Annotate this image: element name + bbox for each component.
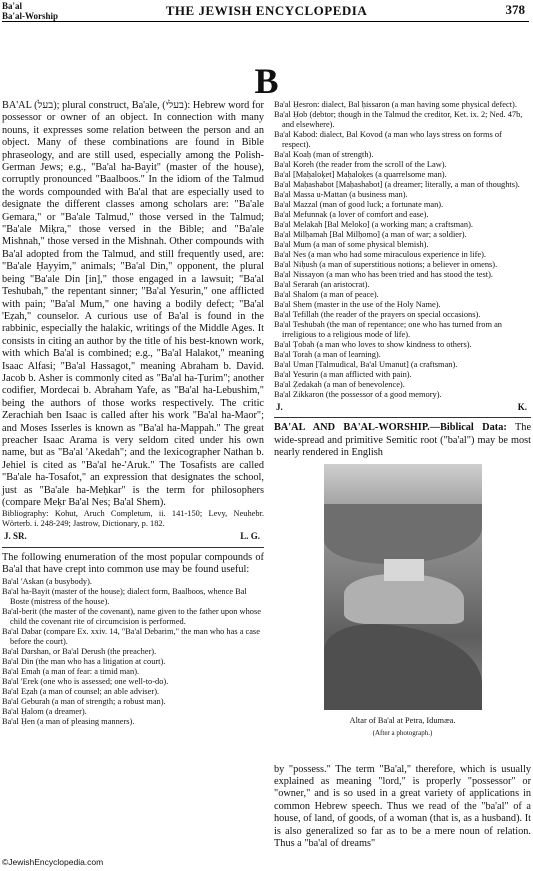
list-item: Ba'al ha-Bayit (master of the house); dialect form, Baalboos, whence Bal Boste (mistress of the house).	[2, 586, 247, 606]
signature-right: K.	[517, 402, 527, 412]
right-column	[274, 100, 531, 850]
divider	[274, 417, 531, 418]
list-item: Ba'al Maḥashabot [Maḥashabot] (a dreamer; literally, a man of thoughts).	[274, 180, 520, 189]
signature-row	[274, 401, 531, 413]
list-item: Ba'al Mefunnak (a lover of comfort and ease).	[274, 210, 429, 219]
signature-left: J.	[276, 402, 283, 412]
list-item: Ba'al [Maḥaloḳet] Maḥaloḳes (a quarrelsome man).	[274, 170, 447, 179]
list-item: Ba'al Zikkaron (the possessor of a good memory).	[274, 390, 442, 399]
list-item: Ba'al 'Erek (one who is assessed; one well-to-do).	[2, 676, 169, 686]
signature-right: L. G.	[240, 531, 260, 542]
list-item: Ba'al Nissayon (a man who has been tried and has stood the test).	[274, 270, 493, 279]
list-item: Ba'al Massa u-Mattan (a business man).	[274, 190, 408, 199]
page-header	[0, 0, 533, 22]
signature-row	[2, 530, 264, 542]
altar-photo	[324, 464, 482, 710]
encyclopedia-title: THE JEWISH ENCYCLOPEDIA	[165, 3, 368, 18]
list-item: Ba'al Dabar (compare Ex. xxiv. 14, "Ba'al Debarim," the man who has a case before the court).	[2, 626, 260, 646]
list-item: Ba'al Niḥush (a man of superstitious notions; a believer in omens).	[274, 260, 498, 269]
list-item: Ba'al Torah (a man of learning).	[274, 350, 381, 359]
figure-caption: Altar of Ba'al at Petra, Idumæa.	[349, 715, 456, 725]
left-column	[2, 100, 264, 727]
list-item: Ba'al Ḥalom (a dreamer).	[2, 706, 87, 716]
list-item: Ba'al Milḥamah [Bal Milḥomo] (a man of war; a soldier).	[274, 230, 467, 239]
divider	[2, 547, 264, 548]
list-item: Ba'al Din (the man who has a litigation at court).	[2, 656, 166, 666]
enumeration-intro: The following enumeration of the most popular compounds of Ba'al that have crept into common use may be found useful:	[2, 551, 264, 576]
figure	[274, 464, 531, 764]
copyright-footer: ©JewishEncyclopedia.com	[2, 857, 104, 867]
list-item: Ba'al Shalom (a man of peace).	[274, 290, 379, 299]
entry-list-left	[2, 577, 264, 727]
list-item: Ba'al Mum (a man of some physical blemish).	[274, 240, 429, 249]
page-number: 378	[505, 2, 525, 17]
article-text: BA'AL (בעל); plural construct, Ba'ale, (בעלי): Hebrew word for possessor or owner of an object. In connection with many nouns, it expresses some relation between the person and an object. Many of these combinations are found in Bible phraseology, and are still used, especially among the Polish-German Jews; e.g., "Ba'al ha-Bayit" (master of the house), corruptly pronounced "Baalboos." In the idiom of the Talmud the words compounded with Ba'al that are especially used to designate the different classes among scholars are: "Ba'ale Gemara," or "Ba'ale Talmud," those versed in the Talmud; "Ba'ale Miḳra," those versed in the Bible; and "Ba'ale Mishnah," those versed in the Mishnah. Other compounds with Ba'al adopted from the Talmud, and still frequently used, are: "Ba'ale Ḥayyim," animals; "Ba'al Din," opponent, the plural being "Ba'ale Din [in]," those engaged in a lawsuit; "Ba'al Teshubah," the repentant sinner; "Ba'al Yesurin," one afflicted with pain; "Ba'al Mum," one having a bodily defect; "Ba'al 'Eẓah," counselor. A curious use of Ba'al is found in the rabbinic, especially the halakic, writings of the Middle Ages. It consists in citing an author by the title of his best-known work, with which Ba'al is combined; e.g., "Ba'al Halakot," meaning Isaac Alfasi; "Ba'al Hassagot," meaning Abraham b. David. Jacob b. Asher is commonly cited as "Ba'al ha-Ṭurim"; another codifier, Mordecai b. Abraham Yafe, as "Ba'al ha-Lebushim," being the authors of those works respectively. The critic Zerachiah ben Isaac is called after his work "Ba'al ha-Maor"; and Moses Isserles is known as "Ba'al ha-Mappah." The great preacher Isaac Arama is very seldom cited under his own name, but as "Ba'al 'Akedah"; and the lexicographer Nathan b. Jehiel is cited as "Ba'al he-'Aruk." The Tosafists are called "Ba'ale ha-Tosafot," an expression that designates the school, just as "Ba'ale ha-Meḥkar" is the term for philosophers (compare Meḳr Ba'al Nes; Ba'al Shem).	[2, 100, 264, 508]
entry-list-right	[274, 100, 531, 400]
list-item: Ba'al Teshubah (the man of repentance; one who has turned from an irreligious to a religious mode of life).	[274, 320, 502, 339]
list-item: Ba'al Eẓah (a man of counsel; an able adviser).	[2, 686, 160, 696]
list-item: Ba'al-berit (the master of the covenant), name given to the father upon whose child the covenant rite of circumcision is performed.	[2, 606, 261, 626]
bibliography: Bibliography: Kohut, Aruch Completum, ii. 141-150; Levy, Neuhebr. Wörterb. i. 248-249; Jastrow, Dictionary, p. 182.	[2, 509, 264, 529]
list-item: Ba'al Ḥen (a man of pleasing manners).	[2, 716, 135, 726]
list-item: Ba'al Serarah (an aristocrat).	[274, 280, 370, 289]
list-item: Ba'al Shem (master in the use of the Holy Name).	[274, 300, 441, 309]
list-item: Ba'al Geburah (a man of strength; a robust man).	[2, 696, 166, 706]
continuation-text: by "possess." The term "Ba'al," therefore, which is usually explained as meaning "lord," is properly "possessor" or "owner," and is so used in a great variety of applications in common Hebrew speech. Thus we read of the "ba'al" of a house, of land, of goods, of a woman (that is, as a husband). It is also generalized so far as to be a mere noun of relation. Thus a "ba'al of dreams"	[274, 763, 531, 850]
list-item: Ba'al Emah (a man of fear: a timid man).	[2, 666, 140, 676]
list-item: Ba'al Ẓedakah (a man of benevolence).	[274, 380, 405, 389]
list-item: Ba'al Koreh (the reader from the scroll of the Law).	[274, 160, 447, 169]
running-head-1: Ba'al	[2, 1, 23, 11]
list-item: Ba'al Koaḥ (man of strength).	[274, 150, 374, 159]
list-item: Ba'al Ḥesron: dialect, Bal ḥissaron (a man having some physical defect).	[274, 100, 517, 109]
list-item: Ba'al Mazzal (man of good luck; a fortunate man).	[274, 200, 444, 209]
list-item: Ba'al Melakah [Bal Meloko] (a working man; a craftsman).	[274, 220, 473, 229]
worship-heading: BA'AL AND BA'AL-WORSHIP.—Biblical Data:	[274, 422, 507, 434]
list-item: Ba'al Kabod: dialect, Bal Kovod (a man who lays stress on forms of respect).	[274, 130, 502, 149]
running-head-2: Ba'al-Worship	[2, 11, 59, 21]
list-item: Ba'al Nes (a man who had some miraculous experience in life).	[274, 250, 486, 259]
list-item: Ba'al Ḥob (debtor; though in the Talmud the creditor, Ket. ix. 2; Ned. 47b, and elsewhere).	[274, 110, 523, 129]
header-rule	[2, 21, 529, 22]
worship-intro	[274, 422, 531, 459]
section-letter: B	[254, 61, 279, 101]
worship-text: The wide-spread and primitive Semitic root ("ba'al") may be most nearly rendered in English	[274, 422, 532, 459]
signature-left: J. SR.	[4, 531, 27, 542]
list-item: Ba'al 'Askan (a busybody).	[2, 576, 93, 586]
list-item: Ba'al Tefillah (the reader of the prayers on special occasions).	[274, 310, 481, 319]
list-item: Ba'al Darshan, or Ba'al Derush (the preacher).	[2, 646, 157, 656]
figure-caption-note: (After a photograph.)	[372, 728, 433, 737]
list-item: Ba'al Uman [Talmudical, Ba'al Umanut] (a craftsman).	[274, 360, 458, 369]
list-item: Ba'al Ṭobah (a man who loves to show kindness to others).	[274, 340, 472, 349]
list-item: Ba'al Yesurin (a man afflicted with pain).	[274, 370, 412, 379]
